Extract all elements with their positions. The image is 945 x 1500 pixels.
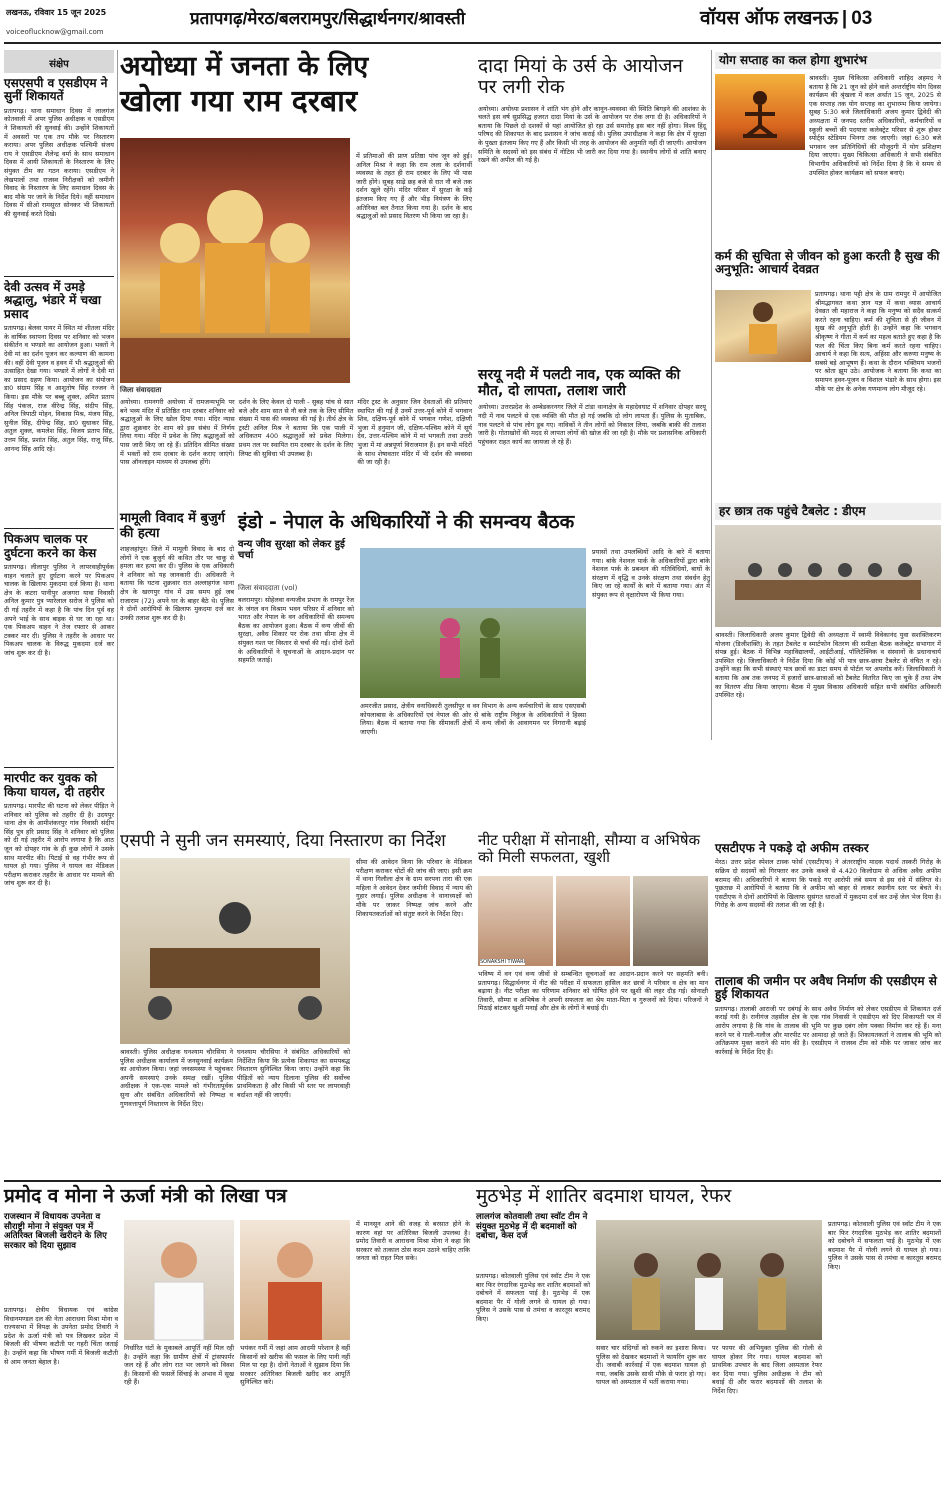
ram-darbar-col2: दर्शन के लिए केवल दो पाली - सुबह पांच से सात बजे और शाम सात से नौ बजे तक के लिए सीमित संख्या में पास की व्यवस्था की गई है। तीर्थ क्षेत्र के ट्रस्टी अनिल मिश्र ने बताया कि एक पाली में अधिकतम 400 श्रद्धालुओं को प्रवेश मिलेगा। प्रथम तल पर स्थापित राम दरबार के दर्शन के लिए लिफ्ट की सुविधा भी उपलब्ध है। bbox=[238, 398, 354, 458]
pramod-headline: प्रमोद व मोना ने ऊर्जा मंत्री को लिखा पत्र bbox=[4, 1185, 287, 1207]
plantation-illustration bbox=[360, 548, 586, 698]
sp-col3: सीमा की आवेदन किया कि परिवार के मेडिकल परीक्षण कराकर चोटों की जांच की जाए। इसी क्रम में थाना गिलौला क्षेत्र के ग्राम सरपना तारा की एक महिला ने आवेदन देकर जमीनी विवाद में न्याय की गुहार लगाई। पुलिस अधीक्षक ने थानाध्यक्षों को मौके पर जाकर निष्पक्ष जांच करने और शिकायतकर्ताओं को संतुष्ट करने के निर्देश दिए। bbox=[356, 858, 472, 918]
neet-headline: नीट परीक्षा में सोनाक्षी, सौम्या व अभिषेक को मिली सफलता, खुशी bbox=[478, 831, 701, 866]
speaker-illustration bbox=[715, 290, 811, 362]
dada-miyan-story bbox=[478, 56, 706, 366]
neet-photo-3 bbox=[633, 876, 708, 966]
politician-2-illustration bbox=[240, 1220, 350, 1340]
ram-darbar-photo bbox=[120, 138, 350, 383]
brief-body-3: प्रतापगढ़। लीलापुर पुलिस ने लापरवाहीपूर्वक वाहन चलाते हुए दुर्घटना करने पर पिकअप चालक के खिलाफ मुकदमा दर्ज किया है। थाना क्षेत्र के कटरा पानीपुर अजगरा यावा निवासी अनिल कुमार पुत्र प्यारेलाल सरोज ने पुलिस को दी गई तहरीर में कहा है कि पांच दिन पूर्व वह अपने भाई के साथ बाइक से घर जा रहा था। एक पिकअप वाहन ने तेज रफ्तार से आकर टक्कर मार दी। पुलिस ने तहरीर के आधार पर पिकअप चालक के विरुद्ध मुकदमा दर्ज कर जांच शुरू कर दी है। bbox=[4, 563, 114, 657]
saryu-headline: सरयू नदी में पलटी नाव, एक व्यक्ति की मौत, दो लापता, तलाश जारी bbox=[478, 367, 681, 399]
pramod-photo-2 bbox=[240, 1220, 350, 1340]
yoga-body: श्रावस्ती। मुख्य चिकित्सा अधिकारी शाहिद अहमद ने बताया है कि 21 जून को होने वाले अन्तर्राष्ट्रीय योग दिवस कार्यक्रम की श्रृंखला में कल अर्थात 15 जून, 2025 से एक सप्ताह तक योग सप्ताह का शुभारम्भ किया जायेगा। सुबह 5:30 बजे जिलाधिकारी अजय कुमार द्विवेदी की अध्यक्षता में जनपद स्तरीय अधिकारियों, कर्मचारियों व स्कूली बच्चों की पदयात्रा कलेक्ट्रेट परिसर से शुरू होकर स्पोर्ट्स स्टेडियम भिनगा तक जाएगी। जहां 6:30 बजे भगवान जन प्रतिनिधियों की मौजूदगी में योग प्रशिक्षण दिया जाएगा। मुख्य चिकित्सा अधिकारी ने सभी संबंधित विभागीय अधिकारियों को निर्देश दिया है कि वे समय से उपस्थित होकर कार्यक्रम को सफल बनाएं। bbox=[809, 74, 941, 177]
talab-headline: तालाब की जमीन पर अवैध निर्माण की एसडीएम से हुई शिकायत bbox=[715, 974, 937, 1002]
meeting-illustration bbox=[715, 525, 941, 627]
tablet-story bbox=[715, 503, 941, 839]
brief-body-4: प्रतापगढ़। मारपीट की घटना को लेकर पीड़ित ने शनिवार को पुलिस को तहरीर दी है। उदयपुर थाना क्षेत्र के आमीशंकरपुर गांव निवासी संदीप सिंह पुत्र हरि प्रसाद सिंह ने शनिवार को पुलिस को दी गई तहरीर में आरोप लगाया है कि आठ जून को दोपहर गांव के ही कुछ लोगों ने उसके साथ मारपीट की। पिटाई से वह गंभीर रूप से घायल हो गया। पुलिस ने घायल का मेडिकल परीक्षण कराकर तहरीर के आधार पर मामले की जांच शुरू कर दी है। bbox=[4, 801, 114, 888]
sp-col1: श्रावस्ती। पुलिस अधीक्षक घनश्याम चौरसिया ने पुलिस अधीक्षक कार्यालय में जनसुनवाई कार्यक्रम का आयोजन किया। जहां जनसमस्या ने पहुंचकर अपनी समस्याएं उनके समक्ष रखीं। पुलिस अधीक्षक ने एक-एक मामले को गंभीरतापूर्वक सुना और संबंधित अधिकारियों को निष्पक्ष व गुणवत्तापूर्ण निस्तारण के निर्देश दिए। bbox=[120, 1048, 233, 1108]
stf-headline: एसटीएफ ने पकड़े दो अफीम तस्कर bbox=[715, 841, 869, 855]
ram-darbar-dateline: जिला संवाददाता bbox=[120, 386, 162, 394]
pramod-photo-1 bbox=[124, 1220, 234, 1340]
email: voiceoflucknow@gmail.com bbox=[6, 28, 104, 36]
brand-name: वॉयस ऑफ लखनऊ | 03 bbox=[700, 8, 873, 29]
sp-headline: एसपी ने सुनी जन समस्याएं, दिया निस्तारण का निर्देश bbox=[120, 831, 446, 851]
encounter-photo bbox=[596, 1220, 822, 1340]
karm-headline: कर्म की सुचिता से जीवन को हुआ करती है सुख की अनुभूति: आचार्य देवव्रत bbox=[715, 249, 940, 277]
indo-nepal-dateline: जिला संवाददाता (vol) bbox=[238, 584, 298, 592]
police-illustration bbox=[596, 1220, 822, 1340]
encounter-col1: प्रतापगढ़। कोतवाली पुलिस एवं स्वॉट टीम ने एक बार फिर रंगदारिक मुठभेड़ कर शातिर बदमाशों को दबोचने में सफलता पाई है। मुठभेड़ में एक बदमाश पैर में गोली लगने से घायल हो गया। पुलिस ने उसके पास से तमंचा व कारतूस बरामद किए। bbox=[476, 1272, 590, 1323]
yoga-headline: योग सप्ताह का कल होगा शुभारंभ bbox=[719, 53, 867, 67]
politician-1-illustration bbox=[124, 1220, 234, 1340]
brief-body-1: प्रतापगढ़। थाना समाधान दिवस में लालगंज कोतवाली में अपर पुलिस अधीक्षक व एसडीएम ने शिकायतों की सुनवाई की। उन्होंने शिकायतों में अवसरों पर एक तय मौके पर निस्तारण कराया। अपर पुलिस अधीक्षक पश्चिमी संजय राय ने एसडीएम शैलेन्द्र वर्मा के साथ समाधान दिवस में आयी शिकायतों के निस्तारण के लिए संयुक्त टीम का गठन कराया। एसडीएम ने लेखपालों तथा राजस्व निरीक्षकों को जमीनी विवाद के निस्तारण के लिए समाधान दिवस के बाद मौके पर जाने के निर्देश दिये। वहीं समाधान दिवस में सीओ रामसूरत सोनकर भी शिकायतों की सुनवाई करते दिखे। bbox=[4, 106, 114, 218]
ram-darbar-col1: अयोध्या। रामनगरी अयोध्या में रामजन्मभूमि पर बने भव्य मंदिर में प्रतिष्ठित राम दरबार शनिवार को श्रद्धालुओं के लिए खोल दिया गया। मंदिर न्यास द्वारा शुक्रवार देर शाम को इस संबंध में निर्णय लिया गया। मंदिर में प्रवेश के लिए श्रद्धालुओं को पास जारी किए जा रहे हैं। प्रतिदिन सीमित संख्या में भक्तों को राम दरबार के दर्शन कराए जाएंगे। पास ऑनलाइन माध्यम से उपलब्ध होंगे। bbox=[120, 398, 235, 467]
yoga-story bbox=[715, 52, 941, 248]
tablet-headline: हर छात्र तक पहुंचे टैबलेट : डीएम bbox=[719, 504, 866, 518]
pramod-kicker: राजस्थान में विधायक उपनेता व सौराष्ट्री मोना ने संयुक्त पत्र में अतिरिक्त बिजली खरीदने के लिए सरकार को दिया सुझाव bbox=[4, 1212, 107, 1251]
brief-body-2: प्रतापगढ़। बेलवा पायर में स्थित मां शीतला मंदिर के वार्षिक स्थापना दिवस पर शनिवार को भजन संकीर्तन व भण्डारे का आयोजन हुआ। भक्तों ने देवी मां का दर्शन पूजन कर कल्याण की कामना की। वहीं देवी पूजन व हवन में भी श्रद्धालुओं की उत्साहित देखा गया। भण्डारे में लोगों ने देवी मां का प्रसाद ग्रहण किया। आयोजन का संयोजन डा0 संग्राम सिंह व आशुतोष सिंह रज्जन ने किया। इस मौके पर बब्बू शुक्ल, अमित प्रताप सिंह पंकज, राज वीरेन्द्र सिंह, संदीप सिंह, अनिल त्रिपाठी मोहन, विकास मिश्र, मंजय सिंह, सुनील सिंह, दीपेन्द्र सिंह, डा0 सुधाकर सिंह, अतुल शुक्ल, कमलेश सिंह, विजय प्रताप सिंह, उत्तम सिंह, प्रशांत सिंह, अतुल सिंह, राजू सिंह, आनन्द सिंह आदि रहे। bbox=[4, 324, 114, 453]
karm-photo bbox=[715, 290, 811, 362]
brief-column bbox=[4, 50, 114, 888]
karm-story bbox=[715, 250, 941, 500]
indo-nepal-col3: प्रयासों तथा उपलब्धियों आदि के बारे में बताया गया। बांके नेशनल पार्क के अधिकारियों द्वारा बांके नेशनल पार्क के प्रबन्धन की गतिविधियों, बाघों के संरक्षण में वृद्धि व उनके संरक्षण तथा संवर्धन हेतु किए जा रहे कार्यों के बारे में बताया गया। अंत में संयुक्त रूप से वृक्षारोपण भी किया गया। bbox=[592, 548, 710, 599]
encounter-story bbox=[476, 1186, 941, 1496]
masthead-rule bbox=[4, 42, 941, 44]
pramod-col3: भयंकर गर्मी में जहां आम आदमी परेशान है वहीं किसानों को खरीफ की फसल के लिए पानी नहीं मिल पा रहा है। दोनों नेताओं ने सुझाव दिया कि सरकार अतिरिक्त बिजली खरीद कर आपूर्ति सुनिश्चित करे। bbox=[240, 1344, 350, 1387]
indo-nepal-photo bbox=[360, 548, 586, 698]
indo-nepal-col2: अमरजीत प्रसाद, क्षेत्रीय वनाधिकारी तुलसीपुर व वन विभाग के अन्य कर्मचारियों के साथ एसएसबी कोयलाबास के अधिकारियों एवं नेपाल की ओर से बांके राष्ट्रीय निकुंज के अधिकारियों ने हिस्सा लिया। बैठक में बताया गया कि सीमावर्ती क्षेत्रों में वन्य जीवों के आवागमन पर निगरानी बढ़ाई जाएगी। bbox=[360, 702, 586, 736]
brief-headline-2: देवी उत्सव में उमड़े श्रद्धालु, भंडारे में चखा प्रसाद bbox=[4, 279, 102, 321]
encounter-headline: मुठभेड़ में शातिर बदमाश घायल, रेफर bbox=[476, 1185, 732, 1207]
indo-nepal-col1: बलरामपुर। सोहेलवा वन्यजीव प्रभाग के रामपुर रेंज के जंगल वन विश्राम भवन परिसर में शनिवार को भारत और नेपाल के वन अधिकारियों की समन्वय बैठक का आयोजन हुआ। बैठक में वन्य जीवों की सुरक्षा, अवैध शिकार पर रोक तथा सीमा क्षेत्र में संयुक्त गश्त पर विस्तार से चर्चा की गई। दोनों देशों के अधिकारियों ने सूचनाओं के आदान-प्रदान पर सहमति जताई। bbox=[238, 596, 354, 665]
yoga-pose-illustration bbox=[715, 74, 805, 150]
edition-cities: प्रतापगढ़/मेरठ/बलरामपुर/सिद्धार्थनगर/श्रावस्ती bbox=[190, 9, 466, 28]
stf-story bbox=[715, 842, 941, 972]
neet-photo-2 bbox=[556, 876, 631, 966]
pramod-col4: में मानसून आने की वजह से बरसात होने के कारण वहां पर अतिरिक्त बिजली उपलब्ध है। प्रमोद तिवारी व आराधना मिश्रा मोना ने कहा कि सरकार को तत्काल ठोस कदम उठाने चाहिए ताकि जनता को राहत मिल सके। bbox=[356, 1220, 470, 1263]
neet-photo-1-name: SONAKSHI TIWARI bbox=[480, 959, 526, 965]
ram-darbar-headline-2: खोला गया राम दरबार bbox=[120, 84, 358, 120]
neet-body: भविष्य में वन एवं वन्य जीवों से सम्बन्धित सूचनाओं का आदान-प्रदान करने पर सहमति बनी। प्रतापगढ़। सिद्धार्थनगर में नीट की परीक्षा में सफलता हासिल कर छात्रों ने परिवार व क्षेत्र का मान बढ़ाया है। नीट परीक्षा का परिणाम शनिवार को घोषित होने पर खुशी की लहर दौड़ गई। सोनाक्षी तिवारी, सौम्या व अभिषेक ने अपनी सफलता का श्रेय माता-पिता व गुरुजनों को दिया। परिजनों ने मिठाई बांटकर खुशी मनाई और क्षेत्र के लोगों ने बधाई दी। bbox=[478, 970, 708, 1013]
sp-col2: घनश्याम चौरसिया ने संबंधित अधिकारियों को निर्देशित किया कि प्रत्येक शिकायत का समयबद्ध निस्तारण सुनिश्चित किया जाए। उन्होंने कहा कि पीड़ितों को न्याय दिलाना पुलिस की सर्वोच्च प्राथमिकता है और किसी भी स्तर पर लापरवाही बर्दाश्त नहीं की जाएगी। bbox=[237, 1048, 350, 1099]
saryu-story bbox=[478, 368, 706, 508]
ram-darbar-col4: मंदिर ट्रस्ट के अनुसार जिन देवताओं की प्रतिमाएं स्थापित की गई हैं उनमें उत्तर-पूर्व कोने में भगवान शिव, दक्षिण-पूर्व कोने में भगवान गणेश, दक्षिणी भुजा में हनुमान जी, दक्षिण-पश्चिम कोने में सूर्य देव, उत्तर-पश्चिम कोने में मां भगवती तथा उत्तरी भुजा में मां अन्नपूर्णा विराजमान हैं। इन सभी मंदिरों के साथ शेषावतार मंदिर में भी दर्शन की व्यवस्था की जा रही है। bbox=[357, 398, 473, 467]
encounter-col4: प्रतापगढ़। कोतवाली पुलिस एवं स्वॉट टीम ने एक बार फिर रंगदारिक मुठभेड़ कर शातिर बदमाशों को दबोचने में सफलता पाई है। मुठभेड़ में एक बदमाश पैर में गोली लगने से घायल हो गया। पुलिस ने उसके पास से तमंचा व कारतूस बरामद किए। bbox=[828, 1220, 941, 1271]
brand-label: वॉयस ऑफ लखनऊ bbox=[700, 8, 838, 29]
sp-photo bbox=[120, 858, 350, 1044]
pramod-col1: प्रतापगढ़। क्षेत्रीय विधायक एवं कांग्रेस विधानमण्डल दल की नेता आराधना मिश्रा मोना व राज्यसभा में विपक्ष के उपनेता प्रमोद तिवारी ने प्रदेश के ऊर्जा मंत्री को पत्र लिखकर प्रदेश में बिजली की भीषण कटौती पर गहरी चिंता जताई है। उन्होंने कहा कि भीषण गर्मी में बिजली कटौती से आम जनता बेहाल है। bbox=[4, 1306, 118, 1366]
ram-darbar-text-right: में प्रतिमाओं की प्राण प्रतिष्ठा पांच जून को हुई। अनिल मिश्रा ने कहा कि राम लला के दर्शनार्थी व्यवस्था के तहत ही राम दरबार के लिए भी पास जारी होंगे। सुबह साढ़े छह बजे से रात नौ बजे तक दर्शन खुले रहेंगे। मंदिर परिसर में सुरक्षा के कड़े इंतजाम किए गए हैं और भीड़ नियंत्रण के लिए अतिरिक्त बल तैनात किया गया है। दर्शन के बाद श्रद्धालुओं को प्रसाद वितरण भी किया जा रहा है। bbox=[356, 152, 472, 221]
tablet-photo bbox=[715, 525, 941, 627]
murder-headline: मामूली विवाद में बुजुर्ग की हत्या bbox=[120, 511, 225, 541]
brief-headline-1: एसएसपी व एसडीएम ने सुनीं शिकायतें bbox=[4, 76, 108, 104]
neet-photo-1 bbox=[478, 876, 553, 966]
talab-body: प्रतापगढ़। तालाबी आराजी पर दबंगई के साथ अवैध निर्माण को लेकर एसडीएम से शिकायत दर्ज कराई गयी है। रानीगंज तहसील क्षेत्र के एक गांव निवासी ने एसडीएम को दिए शिकायती पत्र में आरोप लगाया है कि गांव के तालाब की भूमि पर कुछ दबंग लोग पक्का निर्माण कर रहे हैं। मना करने पर वे गाली-गलौज और मारपीट पर आमादा हो जाते हैं। शिकायतकर्ता ने तालाब की भूमि को अतिक्रमण मुक्त कराने की मांग की है। एसडीएम ने राजस्व टीम को मौके पर जाकर जांच कर कार्रवाई के निर्देश दिए हैं। bbox=[715, 1004, 941, 1056]
dada-miyan-body: अयोध्या। अयोध्या प्रशासन ने शांति भंग होने और कानून-व्यवस्था की स्थिति बिगड़ने की आशंका के चलते इस वर्ष सुप्रसिद्ध हजरत दादा मियां के उर्स के आयोजन पर रोक लगा दी है। अधिकारियों ने बताया कि पिछले दो दशकों से यहां आयोजित हो रहा उर्स समारोह इस बार नहीं होगा। विश्व हिंदू परिषद की शिकायत के बाद प्रशासन ने जांच कराई थी। पुलिस उपाधीक्षक ने कहा कि क्षेत्र में सुरक्षा के पुख्ता इंतजाम किए गए हैं और किसी भी तरह के आयोजन की अनुमति नहीं दी जाएगी। आयोजन समिति के सदस्यों को इस संबंध में नोटिस भी जारी कर दिया गया है। स्थानीय लोगों से शांति बनाए रखने की अपील की गई है। bbox=[478, 104, 706, 165]
ram-darbar-story bbox=[120, 52, 472, 510]
indo-nepal-subhead: वन्य जीव सुरक्षा को लेकर हुई चर्चा bbox=[238, 539, 345, 562]
encounter-kicker: लालगंज कोतवाली तथा स्वॉट टीम ने संयुक्त मुठभेड़ में दी बदमाशों को दबोचा, केस दर्ज bbox=[476, 1212, 588, 1242]
idol-illustration bbox=[120, 138, 350, 383]
dada-miyan-headline: दादा मियां के उर्स के आयोजन पर लगी रोक bbox=[478, 55, 683, 99]
yoga-photo bbox=[715, 74, 805, 150]
page-number: 03 bbox=[851, 8, 873, 29]
talab-story bbox=[715, 975, 941, 1180]
tablet-body: श्रावस्ती। जिलाधिकारी अजय कुमार द्विवेदी की अध्यक्षता में स्वामी विवेकानंद युवा सशक्तिकरण योजना (डिजीशक्ति) के तहत टैबलेट व स्मार्टफोन वितरण की समीक्षा बैठक कलेक्ट्रेट सभागार में संपन्न हुई। बैठक में विभिन्न महाविद्यालयों, आईटीआई, पॉलिटेक्निक व संस्थानों के प्रधानाचार्य उपस्थित रहे। जिलाधिकारी ने निर्देश दिया कि कोई भी पात्र छात्र-छात्रा टैबलेट से वंचित न रहे। उन्होंने कहा कि सभी संस्थाएं पात्र छात्रों का डाटा समय से पोर्टल पर अपलोड करें। जिलाधिकारी ने बताया कि अब तक जनपद में हजारों छात्र-छात्राओं को टैबलेट वितरित किए जा चुके हैं तथा शेष का वितरण शीघ्र किया जाएगा। बैठक में मुख्य विकास अधिकारी सहित सभी संबंधित अधिकारी उपस्थित रहे। bbox=[715, 631, 941, 700]
indo-nepal-headline: इंडो - नेपाल के अधिकारियों ने की समन्वय बैठक bbox=[238, 511, 575, 533]
sp-story bbox=[120, 832, 472, 1172]
pramod-story bbox=[4, 1186, 470, 1496]
brief-label: संक्षेप bbox=[49, 59, 69, 70]
neet-story bbox=[478, 832, 708, 1172]
pramod-col2: निर्धारित घंटों के मुकाबले आपूर्ति नहीं मिल रही है। उन्होंने कहा कि ग्रामीण क्षेत्रों में ट्रांसफार्मर जल रहे हैं और लोग रात भर जागने को विवश हैं। किसानों की फसलें सिंचाई के अभाव में सूख रही हैं। bbox=[124, 1344, 234, 1387]
saryu-body: अयोध्या। उत्तरप्रदेश के अम्बेडकरनगर जिले में टांडा थानाक्षेत्र के महादेवघाट में शनिवार दोपहर सरयू नदी में नाव पलटने से एक व्यक्ति की मौत हो गई जबकि दो लोग लापता हैं। पुलिस के मुताबिक, नाव पलटने से पांच लोग डूब गए। नाविकों ने तीन लोगों को निकाल लिया, जबकि बाकी की तलाश जारी है। गोताखोरों की मदद से लापता लोगों की खोज की जा रही है। मौके पर प्रशासनिक अधिकारी पहुंचकर राहत कार्य का जायजा ले रहे हैं। bbox=[478, 403, 706, 446]
ram-darbar-headline-1: अयोध्या में जनता के लिए bbox=[120, 51, 369, 82]
yoga-body-cont bbox=[715, 152, 941, 248]
indo-nepal-story bbox=[238, 512, 710, 830]
officer-desk-illustration bbox=[120, 858, 350, 1044]
encounter-col2: सवार चार संदिग्धों को रुकने का इशारा किया। पुलिस को देखकर बदमाशों ने फायरिंग शुरू कर दी। जवाबी कार्रवाई में एक बदमाश घायल हो गया, जबकि उसके साथी मौके से फरार हो गए। घायल को अस्पताल में भर्ती कराया गया। bbox=[596, 1344, 706, 1387]
brief-headline-3: पिकअप चालक पर दुर्घटना करने का केस bbox=[4, 532, 97, 560]
karm-body: प्रतापगढ़। थाना पट्टी क्षेत्र के ग्राम रामपुर में आयोजित श्रीमद्भागवत कथा ज्ञान यज्ञ में कथा व्यास आचार्य देवव्रत जी महाराज ने कहा कि मनुष्य को सदैव सत्कर्म करते रहना चाहिए। कर्म की शुचिता से ही जीवन में सुख की अनुभूति होती है। उन्होंने कहा कि भगवान श्रीकृष्ण ने गीता में कर्म का महत्व बताते हुए कहा है कि फल की चिंता किए बिना कर्म करते रहना चाहिए। आचार्य ने कहा कि सत्य, अहिंसा और करुणा मनुष्य के सबसे बड़े आभूषण हैं। कथा के दौरान भक्तिमय भजनों पर श्रोता झूम उठे। आयोजक ने बताया कि कथा का समापन हवन-पूजन व विशाल भंडारे के साथ होगा। इस मौके पर क्षेत्र के अनेक गणमान्य लोग मौजूद रहे। bbox=[815, 290, 941, 393]
brief-headline-4: मारपीट कर युवक को किया घायल, दी तहरीर bbox=[4, 771, 105, 799]
stf-body: मेरठ। उत्तर प्रदेश स्पेशल टास्क फोर्स (एसटीएफ) ने अंतरराष्ट्रीय मादक पदार्थ तस्करी गिरोह के सक्रिय दो सदस्यों को गिरफ्तार कर उनके कब्जे से 4.420 किलोग्राम से अधिक अवैध अफीम बरामद की। अधिकारियों ने बताया कि पकड़े गए आरोपी लंबे समय से इस धंधे में संलिप्त थे। पूछताछ में आरोपियों ने बताया कि वे अफीम को बाहर से लाकर स्थानीय स्तर पर बेचते थे। एसटीएफ ने दोनों आरोपियों के खिलाफ सुसंगत धाराओं में मुकदमा दर्ज कर उन्हें जेल भेज दिया है। गिरोह के अन्य सदस्यों की तलाश की जा रही है। bbox=[715, 858, 941, 910]
masthead bbox=[0, 0, 945, 44]
murder-story bbox=[120, 512, 234, 727]
murder-body: शाहजहांपुर। जिले में मामूली विवाद के बाद दो लोगों ने एक बुजुर्ग की कथित तौर पर चाकू से हमला कर हत्या कर दी। पुलिस के एक अधिकारी ने शनिवार को यह जानकारी दी। अधिकारी ने बताया कि घटना शुक्रवार रात अल्लाहगंज थाना क्षेत्र के खरगपुर गांव में उस समय हुई जब राजाराम (72) अपने घर के बाहर बैठे थे। पुलिस ने दोनों आरोपियों के खिलाफ मुकदमा दर्ज कर उनकी तलाश शुरू कर दी है। bbox=[120, 545, 234, 622]
date-line: लखनऊ, रविवार 15 जून 2025 bbox=[6, 8, 107, 17]
encounter-col3: पर फायर की अभियुक्त पुलिस की गोली से घायल होकर गिर गया। घायल बदमाश को प्राथमिक उपचार के बाद जिला अस्पताल रेफर कर दिया गया। पुलिस अधीक्षक ने टीम को बधाई दी और फरार बदमाशों की तलाश के निर्देश दिए। bbox=[712, 1344, 822, 1395]
